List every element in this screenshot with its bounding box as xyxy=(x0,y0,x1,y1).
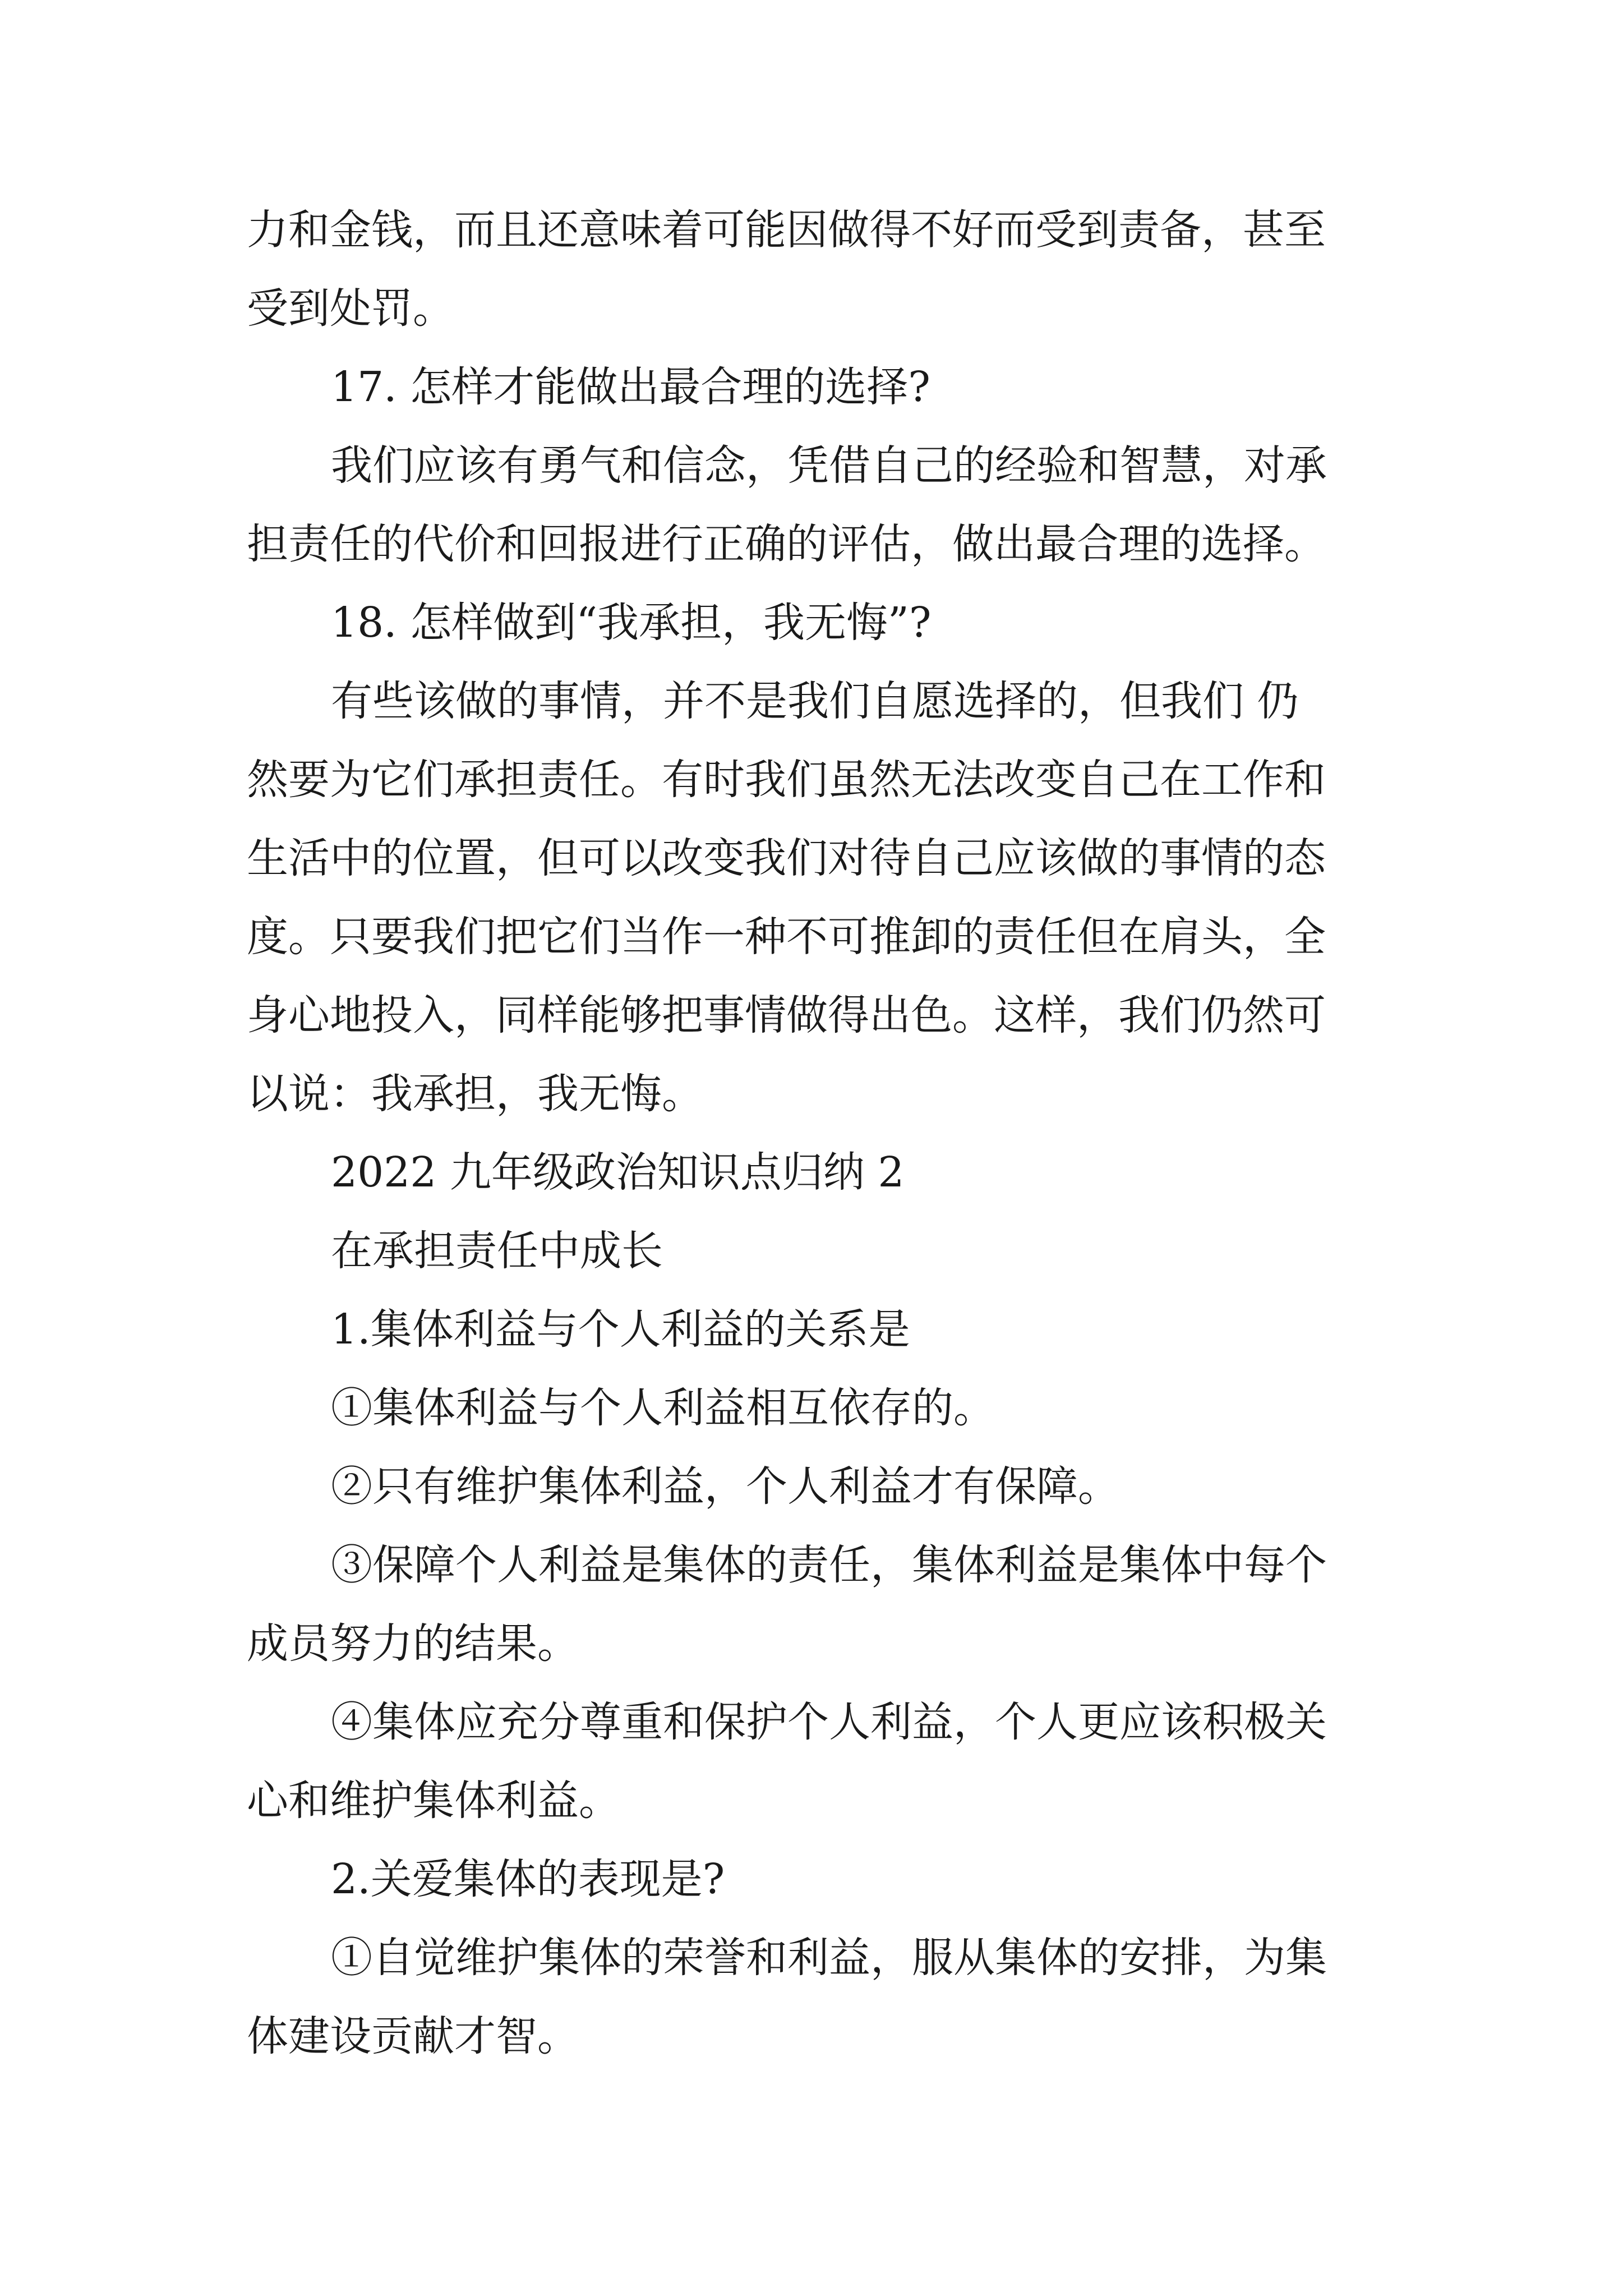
question-heading: 2.关爱集体的表现是? xyxy=(331,1855,725,1903)
list-item: ③保障个人利益是集体的责任，集体利益是集体中每个 xyxy=(331,1541,1327,1589)
list-item: ④集体应充分尊重和保护个人利益，个人更应该积极关 xyxy=(331,1698,1327,1746)
text-line: 度。只要我们把它们当作一种不可推卸的责任但在肩头，全 xyxy=(247,913,1326,961)
question-heading: 17. 怎样才能做出最合理的选择? xyxy=(331,363,930,411)
section-title: 2022 九年级政治知识点归纳 2 xyxy=(331,1148,905,1197)
section-subtitle: 在承担责任中成长 xyxy=(331,1227,663,1275)
text-line: 生活中的位置，但可以改变我们对待自己应该做的事情的态 xyxy=(247,834,1326,882)
text-line: 有些该做的事情，并不是我们自愿选择的，但我们 仍 xyxy=(331,677,1299,725)
text-line: 体建设贡献才智。 xyxy=(247,2012,579,2060)
list-item: ①集体利益与个人利益相互依存的。 xyxy=(331,1384,995,1432)
text-line: 然要为它们承担责任。有时我们虽然无法改变自己在工作和 xyxy=(247,756,1326,804)
list-item: ②只有维护集体利益，个人利益才有保障。 xyxy=(331,1462,1119,1511)
text-line: 心和维护集体利益。 xyxy=(247,1777,620,1825)
text-line: 我们应该有勇气和信念，凭借自己的经验和智慧，对承 xyxy=(331,441,1327,490)
question-heading: 18. 怎样做到“我承担，我无悔”? xyxy=(331,599,932,647)
text-line: 力和金钱，而且还意味着可能因做得不好而受到责备，甚至 xyxy=(247,206,1326,254)
text-line: 身心地投入，同样能够把事情做得出色。这样，我们仍然可 xyxy=(247,991,1326,1039)
text-line: 以说：我承担，我无悔。 xyxy=(247,1070,703,1118)
text-line: 成员努力的结果。 xyxy=(247,1619,579,1668)
question-heading: 1.集体利益与个人利益的关系是 xyxy=(331,1305,910,1354)
list-item: ①自觉维护集体的荣誉和利益，服从集体的安排，为集 xyxy=(331,1934,1327,1982)
text-line: 受到处罚。 xyxy=(247,284,454,333)
text-line: 担责任的代价和回报进行正确的评估，做出最合理的选择。 xyxy=(247,520,1326,568)
